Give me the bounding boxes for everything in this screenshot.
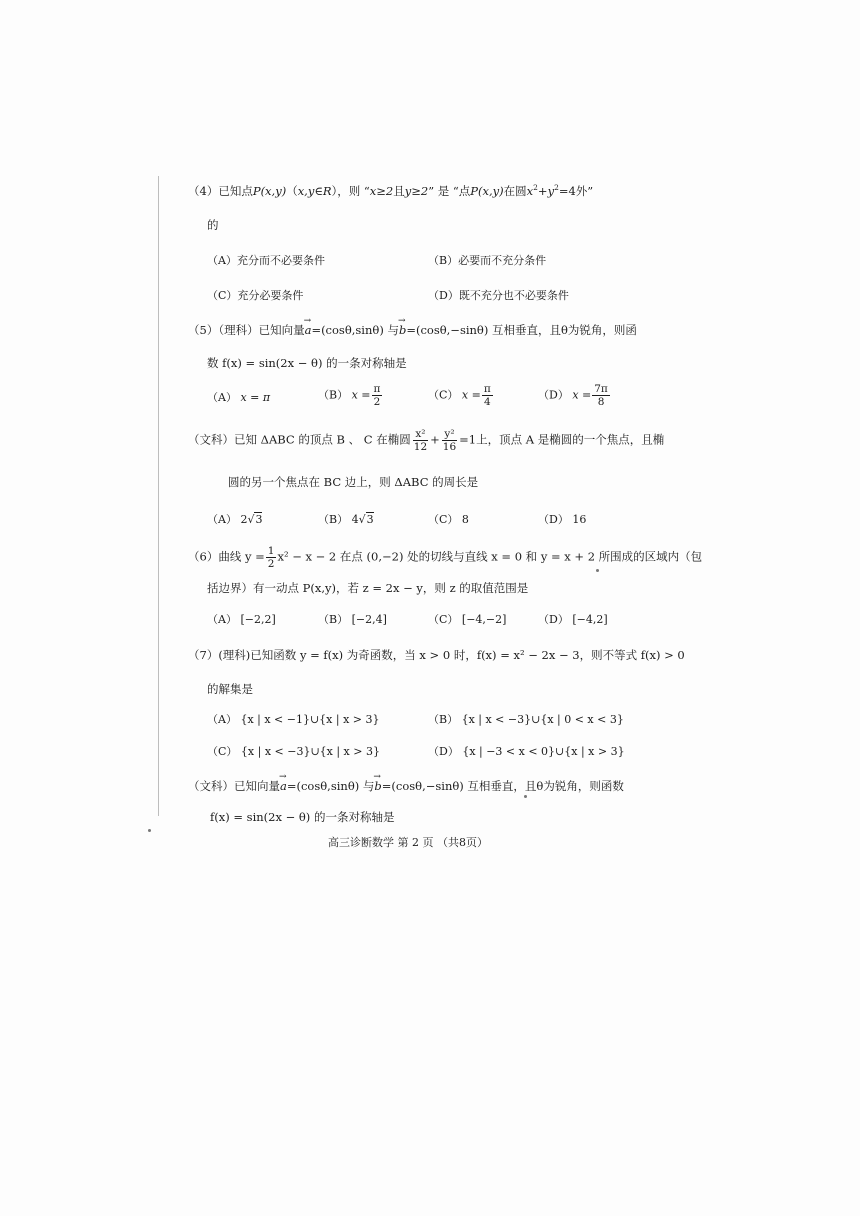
binding-margin-line <box>158 176 159 816</box>
page-footer: 高三诊断数学 第 2 页 （共8页） <box>328 836 488 849</box>
question-6-stem: （6）曲线 y = $\frac{1}{2}$ x² − x − 2 在点 (0,−2) 处的切线与直线 x = 0 和 y = x + 2 所围成的区域内（包 <box>188 545 703 570</box>
question-4-stem: （4）已知点P(x,y)（x,y∈R），则 “x≥2且y≥2” 是 “点P(x,y)在圆$x^2+y^2=4$外” <box>188 183 594 198</box>
q5-science-option-d: （D） x = $\frac{7\pi}{8}$ <box>538 383 608 408</box>
q4-option-b: （B）必要而不充分条件 <box>428 254 547 267</box>
q7-science-option-a: （A） {x | x < −1}∪{x | x > 3} <box>207 713 380 726</box>
q5-science-option-a: （A） x = π <box>207 391 271 404</box>
q4-option-a: （A）充分而不必要条件 <box>207 254 325 267</box>
q5-science-option-b: （B） x = $\frac{\pi}{2}$ <box>318 383 381 408</box>
q7-science-option-c: （C） {x | x < −3}∪{x | x > 3} <box>207 745 380 758</box>
q5-science-option-c: （C） x = $\frac{\pi}{4}$ <box>428 383 491 408</box>
question-6-stem-cont: 括边界）有一动点 P(x,y)，若 z = 2x − y，则 z 的取值范围是 <box>207 581 529 595</box>
q4-option-c: （C）充分必要条件 <box>207 289 304 302</box>
q6-option-c: （C） [−4,−2] <box>428 613 507 626</box>
question-5-science-stem-cont: 数 f(x) = sin(2x − θ) 的一条对称轴是 <box>207 356 407 370</box>
question-5-arts-stem: （文科）已知 ΔABC 的顶点 B 、 C 在椭圆 $\frac{\text{x²}}{12}$ + $\frac{\text{y²}}{16}$ =1上，顶点 A 是椭圆的一个焦点，且椭 <box>188 428 665 453</box>
q5-arts-option-d: （D） 16 <box>538 513 587 526</box>
q5-arts-option-a: （A） 2√3 <box>207 513 263 526</box>
q6-option-a: （A） [−2,2] <box>207 613 276 626</box>
scan-speck <box>524 795 527 798</box>
question-7-science-stem: （7）(理科)已知函数 y = f(x) 为奇函数，当 x > 0 时，f(x) = x² − 2x − 3，则不等式 f(x) > 0 <box>188 648 685 662</box>
question-7-arts-stem: （文科）已知向量→ a=(cosθ,sinθ) 与→ b=(cosθ,−sinθ) 互相垂直，且θ为锐角，则函数 <box>188 778 624 794</box>
question-5-arts-stem-cont: 圆的另一个焦点在 BC 边上，则 ΔABC 的周长是 <box>228 475 479 489</box>
q6-option-d: （D） [−4,2] <box>538 613 608 626</box>
q4-option-d: （D）既不充分也不必要条件 <box>428 289 569 302</box>
q5-arts-option-c: （C） 8 <box>428 513 469 526</box>
q6-option-b: （B） [−2,4] <box>318 613 387 626</box>
q5-arts-option-b: （B） 4√3 <box>318 513 374 526</box>
question-4-stem-cont: 的 <box>207 218 219 232</box>
question-7-arts-stem-cont: f(x) = sin(2x − θ) 的一条对称轴是 <box>210 810 395 824</box>
scan-speck <box>148 829 151 832</box>
question-5-science-stem: （5）（理科）已知向量→ a=(cosθ,sinθ) 与→ b=(cosθ,−sinθ) 互相垂直，且θ为锐角，则函 <box>188 322 637 338</box>
q7-science-option-d: （D） {x | −3 < x < 0}∪{x | x > 3} <box>428 745 625 758</box>
question-7-science-stem-cont: 的解集是 <box>207 682 253 696</box>
q7-science-option-b: （B） {x | x < −3}∪{x | 0 < x < 3} <box>428 713 624 726</box>
